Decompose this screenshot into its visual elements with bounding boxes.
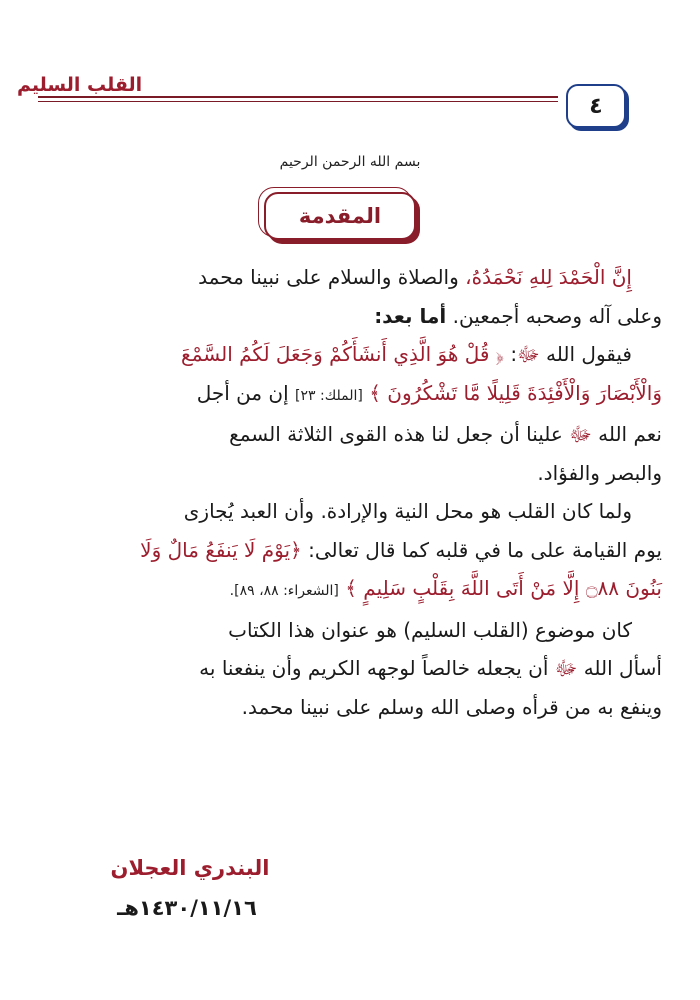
verse-reference: [الشعراء: ٨٨، ٨٩]. [229,583,339,599]
honorific: ﷻ [517,342,540,366]
quran-verse: بَنُونَ ۝٨٨ إِلَّا مَنْ أَتَى اللَّهَ بِقَلْبٍ سَلِيمٍ ﴾ [345,576,662,600]
quran-verse: ﴿ قُلْ هُوَ الَّذِي أَنشَأَكُمْ وَجَعَلَ لَكُمُ السَّمْعَ [181,342,505,366]
signature-date: ١٤٣٠/١١/١٦هـ [117,896,257,920]
text-line [38,569,662,611]
header-rule [38,96,558,104]
text-span: أن يجعله خالصاً لوجهه الكريم وأن ينفعنا به [199,656,555,680]
page-number-box [566,84,626,128]
paragraph-intro [38,258,662,335]
amma-baad: أما بعد: [374,303,447,328]
basmala: بسم الله الرحمن الرحيم [279,154,421,170]
quran-verse: وَالْأَبْصَارَ وَالْأَفْئِدَةَ قَلِيلًا مَّا تَشْكُرُونَ ﴾ [369,380,662,405]
text-line [38,335,662,374]
honorific: ﷻ [569,422,592,446]
section-title: المقدمة [298,204,382,228]
section-title-box [264,192,416,240]
text-span: يوم القيامة على ما في قلبه كما قال تعالى: [301,537,662,562]
text-line [38,415,662,454]
text-span: وعلى آله وصحبه أجمعين. [446,303,662,328]
text-span: فيقول الله [539,342,632,366]
text-line: كان موضوع (القلب السليم) هو عنوان هذا الكتاب [228,617,632,642]
text-line [38,649,662,688]
page-number: ٤ [589,93,603,119]
header-rule-thick [38,96,558,98]
text-span: أسأل الله [577,656,662,680]
paragraph-quran-mulk [38,335,662,492]
paragraph-closing [38,611,662,727]
text-line [38,531,662,570]
author-signature: البندري العجلان [110,856,270,880]
text-line [38,258,662,297]
body-text [38,258,662,726]
honorific: ﷻ [554,656,578,680]
text-line: وينفع به من قرأه وصلى الله وسلم على نبينا محمد. [241,694,662,719]
verse-reference: [الملك: ٢٣] [295,387,363,404]
header-rule-thin [38,101,558,102]
text-span: والصلاة والسلام على نبينا محمد [198,265,466,289]
text-span: إن من أجل [196,380,296,405]
text-line: والبصر والفؤاد. [537,460,662,485]
text-span: نعم الله [591,422,662,446]
text-span: علينا أن جعل لنا هذه القوى الثلاثة السمع [229,422,570,446]
text-span: : [504,342,518,366]
text-line: ولما كان القلب هو محل النية والإرادة. وأن العبد يُجازى [183,499,632,523]
text-line [38,297,662,336]
paragraph-quran-shuara [38,492,662,611]
quran-verse: ﴿يَوْمَ لَا يَنفَعُ مَالٌ وَلَا [140,537,302,562]
running-title: القلب السليم [17,74,143,96]
opening-phrase: إِنَّ الْحَمْدَ لِلهِ نَحْمَدُهُ، [465,265,632,289]
text-line [38,374,662,416]
